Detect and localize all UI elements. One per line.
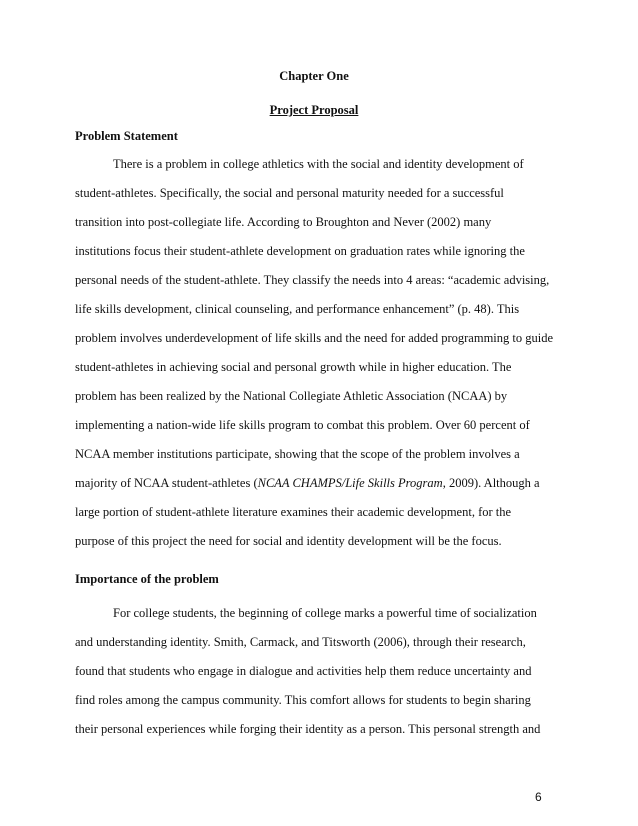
paragraph-line: problem has been realized by the National Collegiate Athletic Association (NCAA) by [75,389,508,403]
paragraph-line: student-athletes. Specifically, the social and personal maturity needed for a successful [75,186,504,200]
paragraph-line: personal needs of the student-athlete. They classify the needs into 4 areas: “academic advising, [75,273,550,287]
paragraph-line: NCAA member institutions participate, showing that the scope of the problem involves a [75,447,520,461]
page-number: 6 [535,790,542,804]
paragraph-line: find roles among the campus community. This comfort allows for students to begin sharing [75,693,531,707]
section-title-text: Project Proposal [269,103,359,117]
paragraph-line: their personal experiences while forging their identity as a person. This personal strength and [75,722,541,736]
paragraph-line: and understanding identity. Smith, Carmack, and Titsworth (2006), through their research, [75,635,526,649]
paragraph-line: implementing a nation-wide life skills program to combat this problem. Over 60 percent of [75,418,530,432]
heading-importance-of-problem: Importance of the problem [75,572,219,586]
paragraph-line: found that students who engage in dialogue and activities help them reduce uncertainty and [75,664,532,678]
paragraph-line: student-athletes in achieving social and personal growth while in higher education. The [75,360,512,374]
paragraph-line: For college students, the beginning of college marks a powerful time of socialization [113,606,537,620]
paragraph-line: transition into post-collegiate life. According to Broughton and Never (2002) many [75,215,492,229]
line-text: , 2009). Although a [442,476,540,490]
paragraph-line: There is a problem in college athletics with the social and identity development of [113,157,524,171]
paragraph-line: problem involves underdevelopment of life skills and the need for added programming to guide [75,331,554,345]
section-title [0,102,628,118]
paragraph-line [75,475,540,491]
line-text: majority of NCAA student-athletes ( [75,476,258,490]
chapter-title: Chapter One [279,69,349,83]
paragraph-line: life skills development, clinical counseling, and performance enhancement” (p. 48). This [75,302,520,316]
citation-title: NCAA CHAMPS/Life Skills Program [257,476,443,490]
paragraph-line: institutions focus their student-athlete development on graduation rates while ignoring the [75,244,525,258]
paragraph-line: purpose of this project the need for social and identity development will be the focus. [75,534,502,548]
paragraph-line: large portion of student-athlete literature examines their academic development, for the [75,505,512,519]
heading-problem-statement: Problem Statement [75,129,178,143]
